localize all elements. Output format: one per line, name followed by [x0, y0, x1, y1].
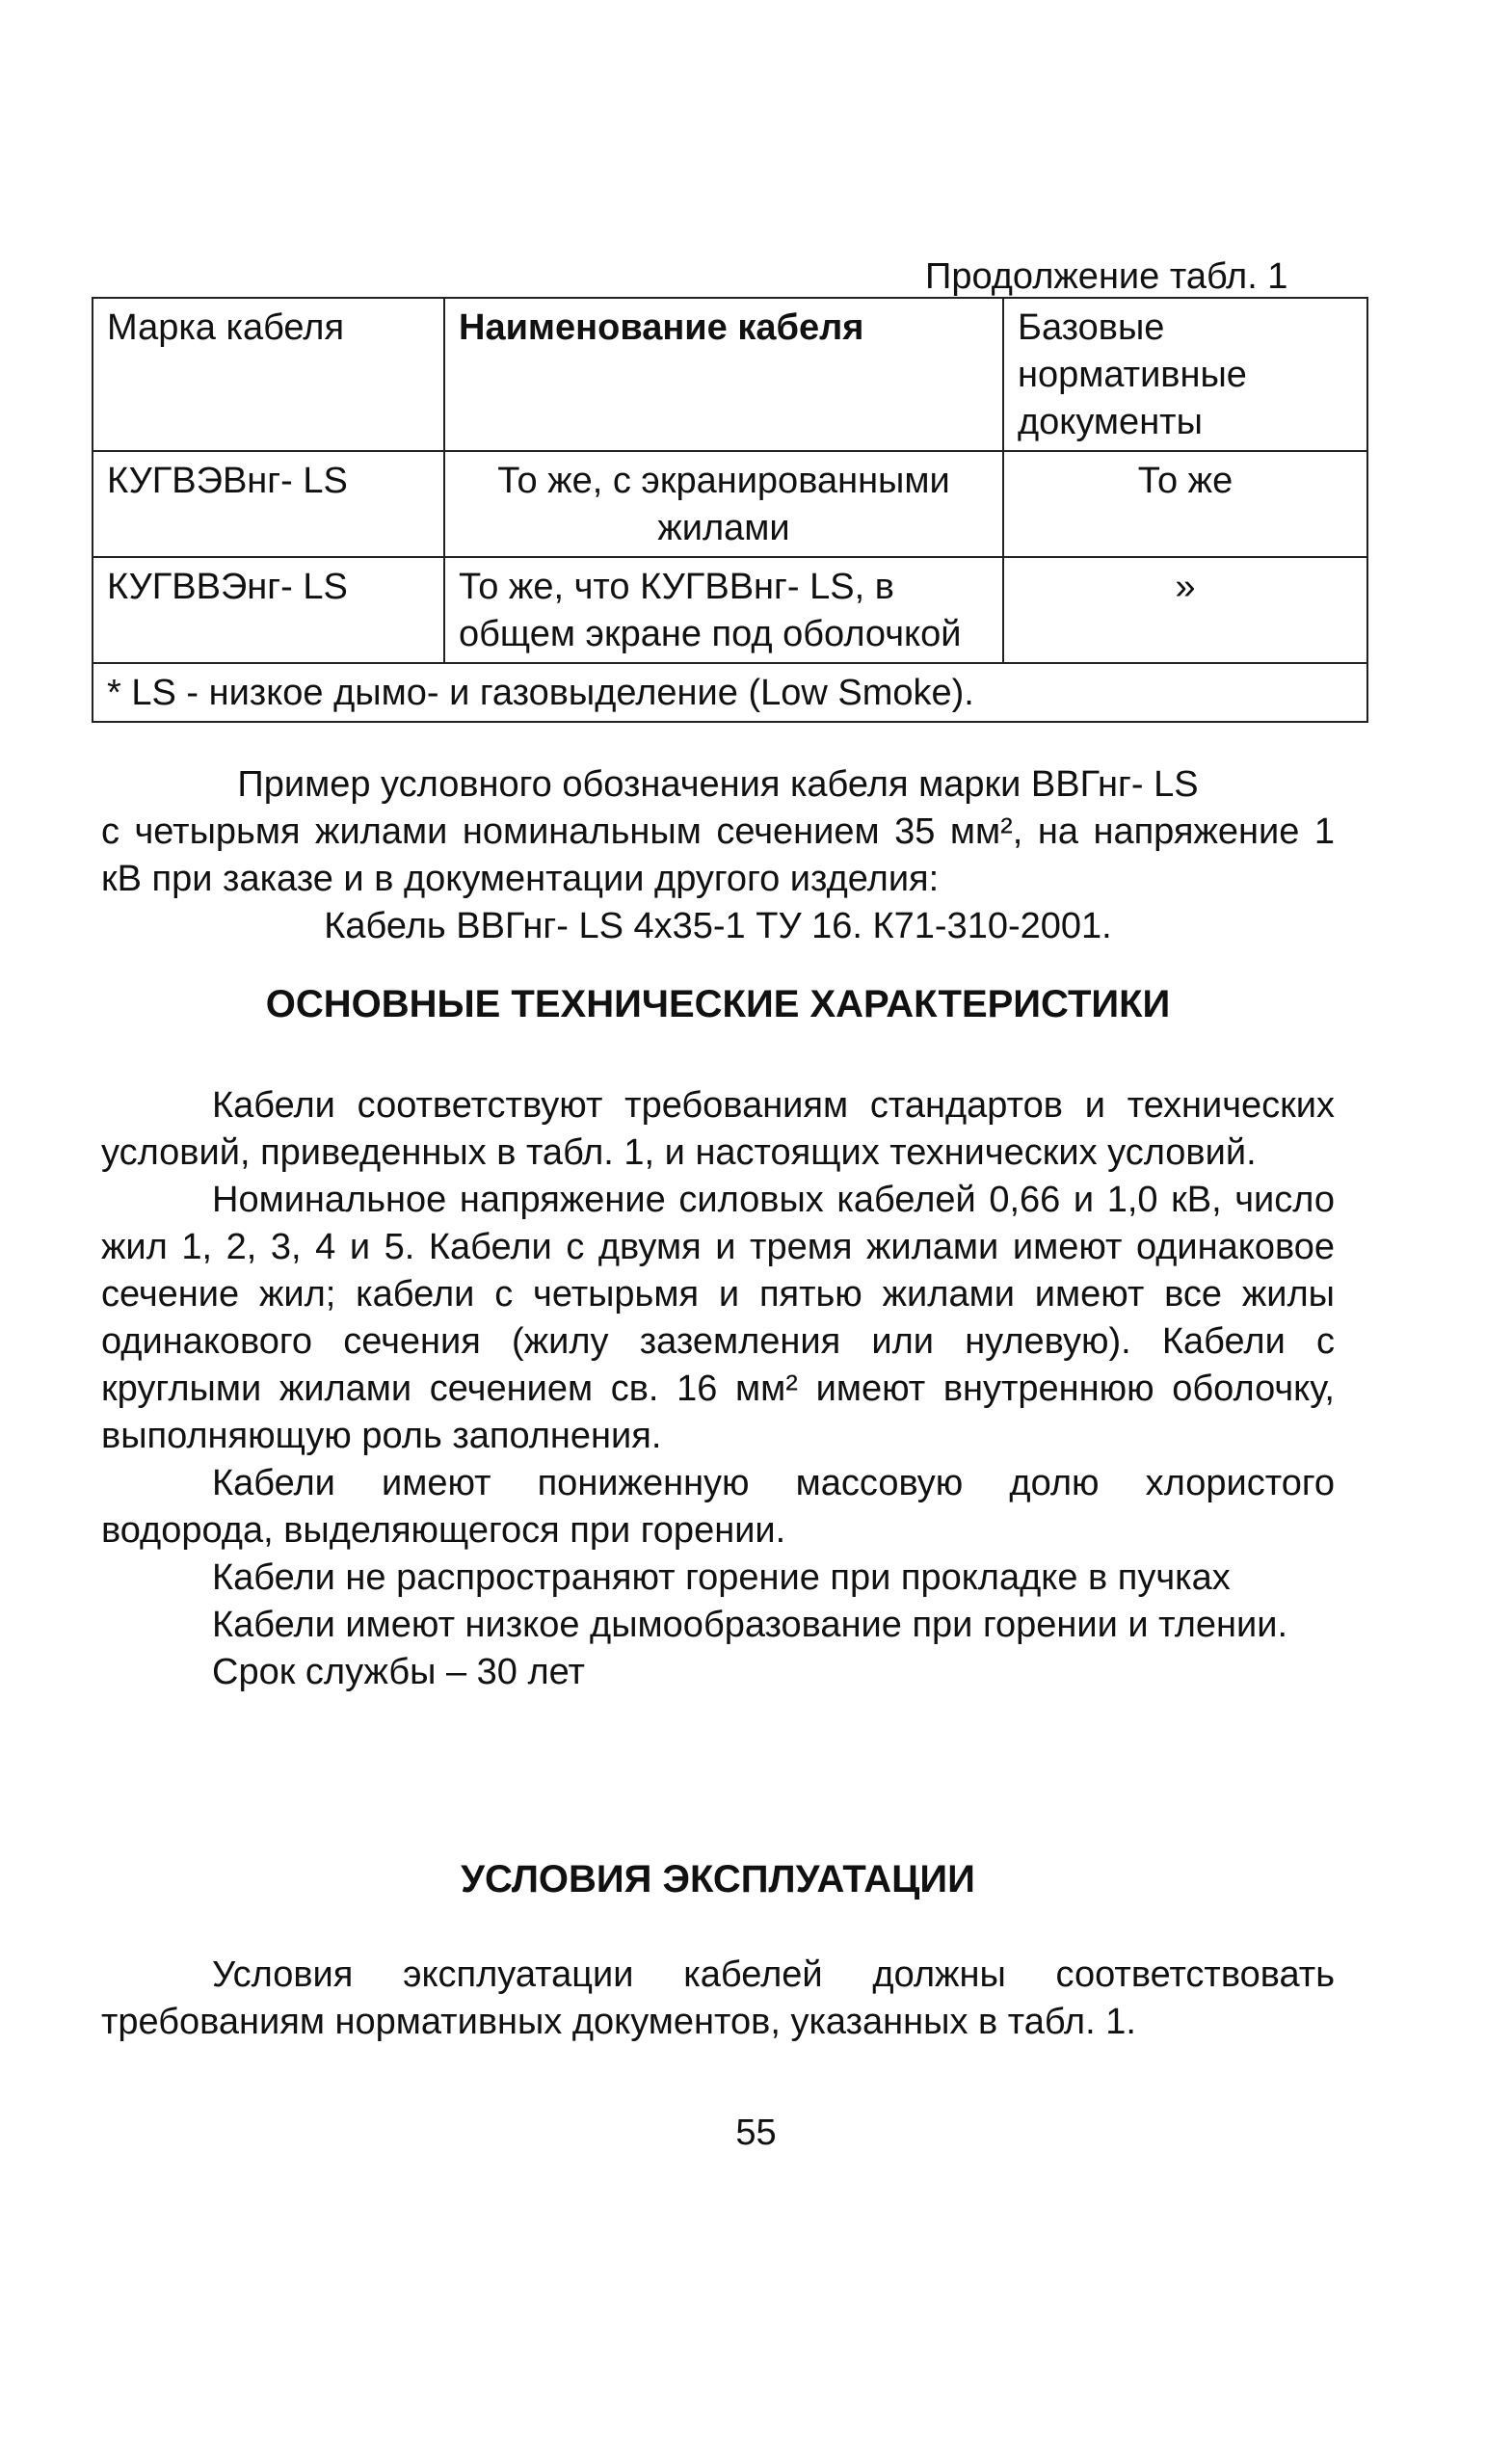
table-row	[93, 557, 1367, 663]
cell-docs: »	[1003, 557, 1367, 663]
section-title: УСЛОВИЯ ЭКСПЛУАТАЦИИ	[461, 1858, 975, 1900]
table-footnote: * LS - низкое дымо- и газовыделение (Low Smoke).	[93, 663, 1367, 722]
example-line-1: Пример условного обозначения кабеля марки ВВГнг- LS	[237, 764, 1199, 805]
section-characteristics	[101, 983, 1335, 1696]
page-number: 55	[735, 2113, 777, 2153]
header-name: Наименование кабеля	[444, 298, 1003, 451]
section-operating-conditions	[101, 1858, 1335, 2046]
table-footnote-row	[93, 663, 1367, 722]
header-mark: Марка кабеля	[93, 298, 444, 451]
paragraph: Срок службы – 30 лет	[212, 1652, 585, 1692]
paragraph: Номинальное напряжение силовых кабелей 0,66 и 1,0 кВ, число жил 1, 2, 3, 4 и 5. Кабели с двумя и тремя жилами имеют одинаковое сечение жил; кабели с четырьмя и пятью жилами имеют все жилы одинакового сечения (жилу заземления или нулевую). Кабели с круглыми жилами сечением св. 16 мм² имеют внутреннюю оболочку, выполняющую роль заполнения.	[101, 1180, 1335, 1456]
table-row	[93, 451, 1367, 557]
table-continuation-label: Продолжение табл. 1	[925, 256, 1288, 297]
header-docs: Базовые нормативные документы	[1003, 298, 1367, 451]
table-header-row	[93, 298, 1367, 451]
cell-name: То же, что КУГВВнг- LS, в общем экране под оболочкой	[444, 557, 1003, 663]
cell-mark: КУГВЭВнг- LS	[93, 451, 444, 557]
example-designation: Кабель ВВГнг- LS 4х35-1 ТУ 16. К71-310-2001.	[324, 906, 1112, 946]
paragraph: Кабели соответствуют требованиям стандартов и технических условий, приведенных в табл. 1, и настоящих технических условий.	[101, 1085, 1335, 1173]
paragraph: Кабели не распространяют горение при прокладке в пучках	[212, 1557, 1231, 1598]
example-block	[101, 761, 1335, 950]
cell-docs: То же	[1003, 451, 1367, 557]
cell-mark: КУГВВЭнг- LS	[93, 557, 444, 663]
paragraph: Кабели имеют низкое дымообразование при горении и тлении.	[212, 1605, 1288, 1645]
paragraph: Кабели имеют пониженную массовую долю хлористого водорода, выделяющегося при горении.	[101, 1463, 1335, 1551]
section-title: ОСНОВНЫЕ ТЕХНИЧЕСКИЕ ХАРАКТЕРИСТИКИ	[265, 983, 1171, 1025]
example-line-2: с четырьмя жилами номинальным сечением 35 мм², на напряжение 1 кВ при заказе и в документации другого изделия:	[101, 811, 1335, 899]
cable-table	[92, 297, 1368, 723]
cell-name: То же, с экранированными жилами	[444, 451, 1003, 557]
paragraph: Условия эксплуатации кабелей должны соответствовать требованиям нормативных документов, указанных в табл. 1.	[101, 1954, 1335, 2042]
